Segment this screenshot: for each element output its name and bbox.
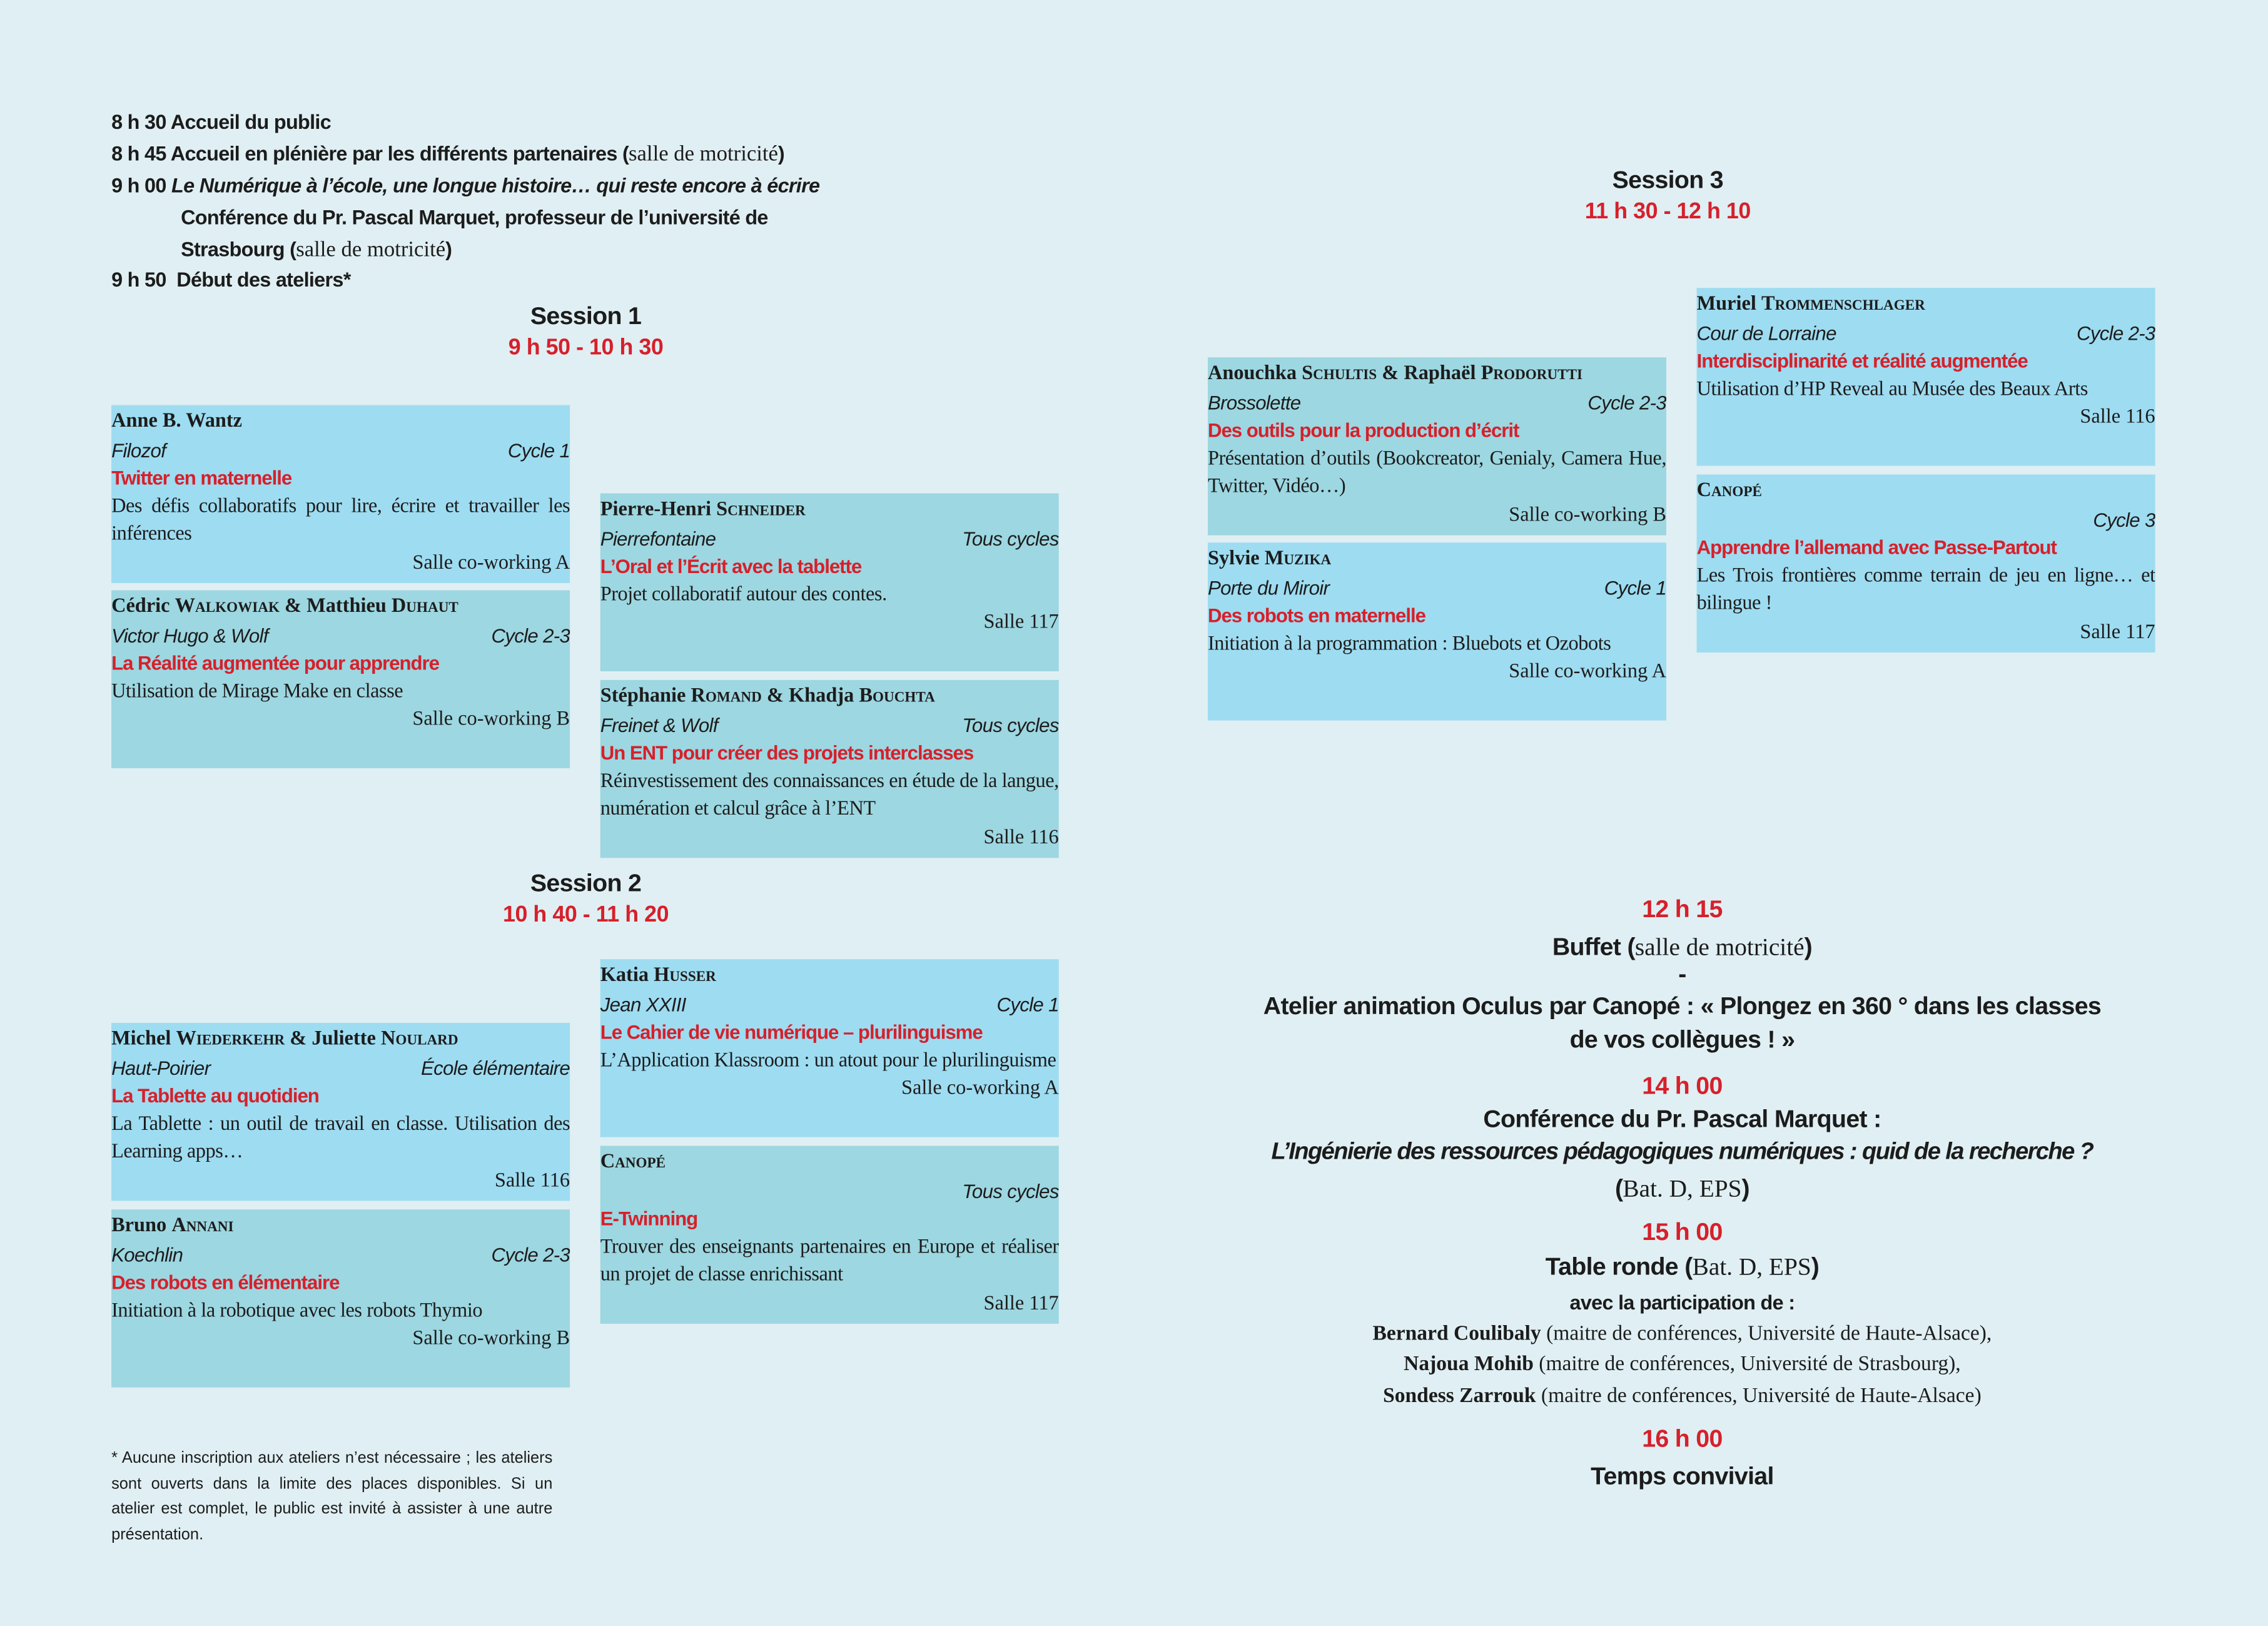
end-title: Temps convivial bbox=[1591, 1462, 1774, 1490]
presenter-first-name: Cédric bbox=[111, 596, 175, 618]
presenter-last-name: Canopé bbox=[1696, 480, 1762, 502]
workshop-title: Un ENT pour créer des projets interclasses bbox=[600, 742, 974, 764]
cycle-label: Cycle 1 bbox=[1604, 576, 1666, 599]
presenter-last-name: Prodorutti bbox=[1481, 363, 1583, 385]
school-cycle-row bbox=[111, 436, 570, 464]
participant: Najoua Mohib (maitre de conférences, Université de Strasbourg), bbox=[1404, 1353, 1961, 1376]
presenter-names bbox=[111, 408, 570, 436]
presenter-last-name: Noulard bbox=[380, 1029, 458, 1050]
workshop-title: Twitter en maternelle bbox=[111, 467, 292, 489]
school-name: Pierrefontaine bbox=[600, 527, 716, 549]
workshop-room: Salle 116 bbox=[983, 826, 1059, 849]
lunch-time: 12 h 15 bbox=[1642, 895, 1723, 923]
school-cycle-row bbox=[1208, 574, 1666, 602]
workshop-title: La Réalité augmentée pour apprendre bbox=[111, 652, 439, 674]
cycle-label: Cycle 1 bbox=[996, 993, 1059, 1015]
workshop-card bbox=[111, 1023, 570, 1201]
school-cycle-row bbox=[111, 1241, 570, 1269]
presenter-last-name: Duhaut bbox=[391, 596, 458, 618]
presenter-names: Anouchka Schultis & Raphaël Prodorutti bbox=[1207, 363, 1583, 385]
table-ronde-time: 15 h 00 bbox=[1642, 1218, 1723, 1246]
workshop-room: Salle 117 bbox=[2080, 621, 2155, 643]
school-cycle-row bbox=[111, 621, 570, 649]
presenter-first-name: Pierre-Henri bbox=[600, 499, 717, 521]
workshop-card bbox=[1208, 542, 1666, 720]
workshop-description: Réinvestissement des connaissances en étude de la langue, numération et calcul grâce à l’ENT bbox=[600, 770, 1059, 821]
presenter-first-name: Matthieu bbox=[306, 596, 392, 618]
conference-title: Conférence du Pr. Pascal Marquet : bbox=[1483, 1105, 1881, 1133]
workshop-description: Les Trois frontières comme terrain de jeu en ligne… et bilingue ! bbox=[1696, 565, 2155, 615]
presenter-names bbox=[1697, 477, 2155, 506]
presenter-first-name: Michel bbox=[111, 1029, 176, 1050]
workshop-room: Salle co-working B bbox=[412, 709, 570, 731]
workshop-title: La Tablette au quotidien bbox=[111, 1085, 319, 1107]
workshop-card bbox=[600, 959, 1059, 1137]
cycle-label: Cycle 2-3 bbox=[491, 1243, 570, 1266]
workshop-description: Utilisation de Mirage Make en classe bbox=[111, 681, 403, 703]
cycle-label: Tous cycles bbox=[962, 527, 1059, 549]
workshop-room: Salle co-working B bbox=[1509, 504, 1666, 526]
session-1-title: Session 1 bbox=[530, 302, 642, 330]
conference-room: (Bat. D, EPS) bbox=[1614, 1174, 1749, 1202]
presenter-first-name: Khadja bbox=[788, 686, 859, 708]
workshop-room: Salle 117 bbox=[983, 612, 1059, 634]
presenter-last-name: Schneider bbox=[716, 499, 806, 521]
presenter-last-name: Husser bbox=[654, 965, 716, 987]
workshop-card bbox=[1208, 357, 1666, 535]
workshop-room: Salle co-working A bbox=[1509, 661, 1666, 683]
workshop-title: Le Cahier de vie numérique – plurilinguisme bbox=[600, 1021, 983, 1044]
cycle-label: Tous cycles bbox=[962, 714, 1059, 736]
school-name: Brossolette bbox=[1207, 391, 1301, 414]
presenter-first-name: Juliette bbox=[311, 1029, 381, 1050]
school-cycle-row bbox=[600, 711, 1059, 739]
workshop-card bbox=[111, 1209, 570, 1387]
schedule-item: 8 h 45 Accueil en plénière par les différents partenaires (salle de motricité) bbox=[111, 141, 785, 166]
session-2-time: 10 h 40 - 11 h 20 bbox=[502, 903, 669, 928]
footnote: * Aucune inscription aux ateliers n’est nécessaire ; les ateliers sont ouverts dans la limite des places disponibles. Si un atelier est complet, le public est invité à assister à une autre présentation. bbox=[111, 1450, 553, 1543]
workshop-description: La Tablette : un outil de travail en classe. Utilisation des Learning apps… bbox=[111, 1113, 570, 1164]
presenter-names bbox=[111, 1212, 570, 1241]
presenter-names bbox=[1208, 546, 1666, 574]
workshop-description: Initiation à la programmation : Bluebots et Ozobots bbox=[1207, 633, 1611, 655]
school-cycle-row bbox=[600, 1177, 1059, 1205]
workshop-card bbox=[1697, 475, 2155, 653]
cycle-label: Cycle 3 bbox=[2093, 508, 2155, 531]
workshop-room: Salle 117 bbox=[983, 1293, 1059, 1314]
presenter-names: Cédric Walkowiak & Matthieu Duhaut bbox=[111, 596, 458, 618]
workshop-title: Apprendre l’allemand avec Passe-Partout bbox=[1696, 536, 2057, 559]
presenter-last-name: Wiederkehr bbox=[176, 1029, 285, 1050]
presenter-names: Stéphanie Romand & Khadja Bouchta bbox=[600, 686, 935, 708]
presenter-first-name: Bruno bbox=[111, 1215, 172, 1237]
conference-time: 14 h 00 bbox=[1642, 1072, 1723, 1100]
workshop-card bbox=[600, 1146, 1059, 1324]
session-1-time: 9 h 50 - 10 h 30 bbox=[508, 335, 664, 360]
cycle-label: Cycle 2-3 bbox=[2076, 322, 2155, 344]
workshop-room: Salle co-working A bbox=[412, 552, 570, 574]
presenter-last-name: Schultis bbox=[1302, 363, 1377, 385]
presenter-last-name: Bouchta bbox=[859, 686, 935, 708]
participant: Bernard Coulibaly (maitre de conférences, Université de Haute-Alsace), bbox=[1372, 1322, 1992, 1346]
presenter-first-name: Raphaël bbox=[1404, 363, 1481, 385]
oculus-line-1: Atelier animation Oculus par Canopé : « Plongez en 360 ° dans les classes bbox=[1263, 992, 2102, 1020]
presenter-names bbox=[600, 962, 1059, 990]
workshop-title: E-Twinning bbox=[600, 1207, 698, 1230]
workshop-room: Salle 116 bbox=[2080, 406, 2155, 429]
school-name: Freinet & Wolf bbox=[600, 714, 718, 736]
cycle-label: École élémentaire bbox=[421, 1057, 570, 1079]
school-cycle-row bbox=[1697, 319, 2155, 347]
school-cycle-row bbox=[600, 990, 1059, 1019]
school-name: Koechlin bbox=[111, 1243, 183, 1266]
presenter-first-name: Stéphanie bbox=[600, 686, 691, 708]
school-name: Jean XXIII bbox=[600, 993, 686, 1015]
presenter-last-name: Romand bbox=[691, 686, 762, 708]
presenter-last-name: Muzika bbox=[1264, 548, 1332, 571]
workshop-description: Projet collaboratif autour des contes. bbox=[600, 584, 887, 606]
school-name: Filozof bbox=[111, 439, 166, 461]
school-cycle-row bbox=[111, 1054, 570, 1082]
presenter-first-name: Sylvie bbox=[1207, 548, 1265, 571]
buffet-line: Buffet (salle de motricité) bbox=[1552, 933, 1813, 961]
workshop-title: Des outils pour la production d’écrit bbox=[1207, 419, 1519, 442]
schedule-item: Conférence du Pr. Pascal Marquet, professeur de l’université de bbox=[181, 205, 768, 229]
session-3-title: Session 3 bbox=[1612, 166, 1723, 194]
school-cycle-row bbox=[1697, 506, 2155, 534]
presenter-names: Michel Wiederkehr & Juliette Noulard bbox=[111, 1029, 458, 1050]
schedule-item: Strasbourg (salle de motricité) bbox=[181, 237, 452, 262]
presenter-last-name: Walkowiak bbox=[175, 596, 280, 618]
workshop-title: Des robots en élémentaire bbox=[111, 1271, 340, 1294]
school-cycle-row bbox=[600, 524, 1059, 552]
workshop-description: Trouver des enseignants partenaires en Europe et réaliser un projet de classe enrichissant bbox=[600, 1236, 1059, 1286]
cycle-label: Tous cycles bbox=[962, 1179, 1059, 1202]
workshop-description: Initiation à la robotique avec les robots Thymio bbox=[111, 1299, 483, 1322]
presenter-names bbox=[600, 1149, 1059, 1177]
presenter-first-name: Anouchka bbox=[1207, 363, 1302, 385]
schedule-item: 9 h 00 Le Numérique à l’école, une longue histoire… qui reste encore à écrire bbox=[111, 173, 820, 197]
oculus-line-2: de vos collègues ! » bbox=[1569, 1025, 1795, 1054]
session-2-title: Session 2 bbox=[530, 869, 642, 897]
workshop-description: Présentation d’outils (Bookcreator, Genialy, Camera Hue, Twitter, Vidéo…) bbox=[1207, 447, 1666, 498]
cycle-label: Cycle 2-3 bbox=[1587, 391, 1666, 414]
workshop-room: Salle 116 bbox=[494, 1169, 570, 1192]
cycle-label: Cycle 2-3 bbox=[491, 624, 570, 646]
workshop-room: Salle co-working A bbox=[901, 1077, 1059, 1100]
school-cycle-row bbox=[1208, 389, 1666, 417]
presenter-last-name: Annani bbox=[171, 1215, 234, 1237]
workshop-title: Interdisciplinarité et réalité augmentée bbox=[1696, 350, 2028, 372]
workshop-room: Salle co-working B bbox=[412, 1328, 570, 1350]
school-name: Porte du Miroir bbox=[1207, 576, 1330, 599]
presenter-first-name: Muriel bbox=[1696, 293, 1761, 316]
table-ronde-title: Table ronde (Bat. D, EPS) bbox=[1545, 1253, 1820, 1281]
presenter-last-name: Trommenschlager bbox=[1761, 293, 1925, 316]
school-name: Cour de Lorraine bbox=[1696, 322, 1836, 344]
workshop-description: Des défis collaboratifs pour lire, écrire et travailler les inférences bbox=[111, 495, 570, 546]
presenter-first-name: Anne B. Wantz bbox=[111, 410, 243, 433]
workshop-card bbox=[1697, 288, 2155, 465]
workshop-description: Utilisation d’HP Reveal au Musée des Beaux Arts bbox=[1696, 378, 2088, 400]
workshop-card bbox=[111, 405, 570, 583]
workshop-card bbox=[600, 680, 1059, 858]
presenter-names bbox=[600, 496, 1059, 524]
session-3-time: 11 h 30 - 12 h 10 bbox=[1584, 200, 1751, 225]
school-name: Victor Hugo & Wolf bbox=[111, 624, 268, 646]
presenter-names bbox=[1697, 291, 2155, 319]
schedule-item: 8 h 30 Accueil du public bbox=[111, 109, 332, 133]
schedule-item: 9 h 50 Début des ateliers* bbox=[111, 267, 351, 291]
school-name: Haut-Poirier bbox=[111, 1057, 211, 1079]
workshop-title: Des robots en maternelle bbox=[1207, 604, 1426, 627]
workshop-card bbox=[600, 494, 1059, 671]
workshop-description: L’Application Klassroom : un atout pour le plurilinguisme bbox=[600, 1049, 1056, 1072]
end-time: 16 h 00 bbox=[1642, 1425, 1723, 1453]
workshop-title: L’Oral et l’Écrit avec la tablette bbox=[600, 556, 862, 577]
workshop-card bbox=[111, 591, 570, 768]
participation-label: avec la participation de : bbox=[1569, 1290, 1795, 1314]
participant: Sondess Zarrouk (maitre de conférences, Université de Haute-Alsace) bbox=[1383, 1385, 1982, 1408]
cycle-label: Cycle 1 bbox=[507, 439, 570, 461]
conference-subtitle: L’Ingénierie des ressources pédagogiques numériques : quid de la recherche ? bbox=[1271, 1138, 2093, 1165]
presenter-last-name: Canopé bbox=[600, 1151, 666, 1174]
presenter-first-name: Katia bbox=[600, 965, 654, 987]
separator: - bbox=[1678, 960, 1686, 988]
